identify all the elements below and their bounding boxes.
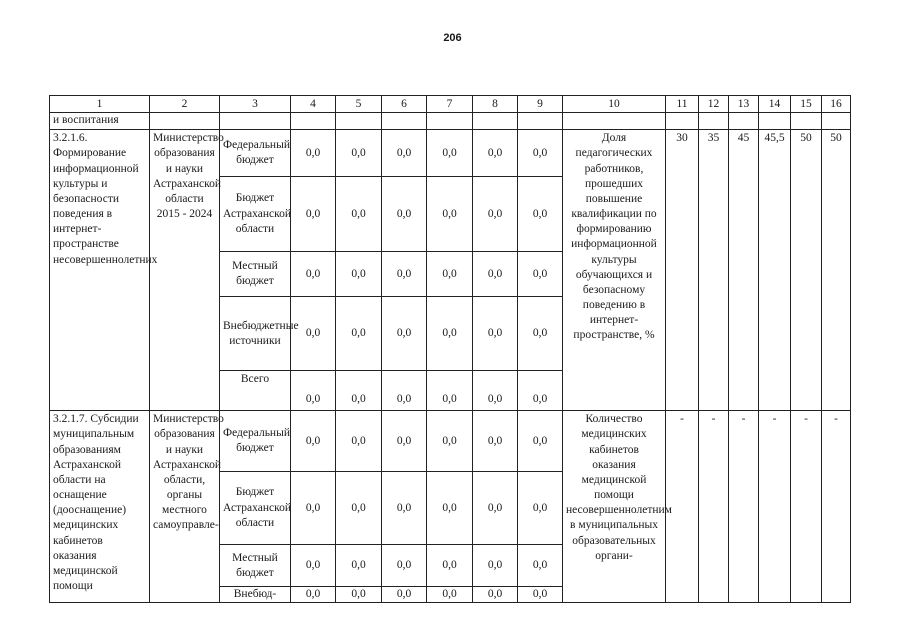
value-cell: 0,0	[427, 371, 473, 411]
indicator-cell: Количество медицинских кабинетов оказания медицинской помощи несовершеннолетним в муниципальных образовательных органи-	[563, 411, 666, 603]
funding-source: Внебюджетные источники	[220, 297, 291, 371]
target-cell: 45	[729, 130, 759, 411]
target-cell: 45,5	[759, 130, 791, 411]
value-cell: 0,0	[382, 545, 427, 587]
value-cell: 0,0	[336, 472, 382, 545]
funding-source: Внебюд-	[220, 587, 291, 603]
value-cell: 0,0	[336, 252, 382, 297]
value-cell: 0,0	[473, 297, 518, 371]
value-cell: 0,0	[382, 252, 427, 297]
value-cell: 0,0	[427, 587, 473, 603]
indicator-cell: Доля педагогических работников, прошедших повышение квалификации по формированию информационной культуры обучающихся и безопасному поведению в интернет-пространстве, %	[563, 130, 666, 411]
continuation-text: и воспитания	[50, 113, 150, 130]
target-cell: -	[729, 411, 759, 603]
value-cell: 0,0	[336, 587, 382, 603]
value-cell: 0,0	[518, 297, 563, 371]
value-cell: 0,0	[427, 130, 473, 177]
column-number-row	[50, 96, 851, 113]
value-cell: 0,0	[382, 472, 427, 545]
value-cell: 0,0	[427, 411, 473, 472]
value-cell: 0,0	[518, 411, 563, 472]
value-cell: 0,0	[291, 545, 336, 587]
value-cell: 0,0	[473, 472, 518, 545]
value-cell: 0,0	[291, 177, 336, 252]
target-cell: -	[791, 411, 822, 603]
value-cell: 0,0	[382, 177, 427, 252]
target-cell: -	[666, 411, 699, 603]
funding-source-total: Всего	[220, 371, 291, 411]
value-cell: 0,0	[291, 130, 336, 177]
value-cell: 0,0	[336, 297, 382, 371]
funding-source: Федеральный бюджет	[220, 130, 291, 177]
value-cell: 0,0	[382, 371, 427, 411]
header-cell: 1	[50, 96, 150, 113]
target-cell: 35	[699, 130, 729, 411]
header-cell: 11	[666, 96, 699, 113]
header-cell: 8	[473, 96, 518, 113]
value-cell: 0,0	[473, 252, 518, 297]
value-cell: 0,0	[518, 371, 563, 411]
value-cell: 0,0	[427, 297, 473, 371]
value-cell: 0,0	[291, 472, 336, 545]
continuation-row	[50, 113, 851, 130]
target-cell: 50	[791, 130, 822, 411]
header-cell: 3	[220, 96, 291, 113]
funding-source: Бюджет Астраханской области	[220, 177, 291, 252]
value-cell: 0,0	[427, 177, 473, 252]
value-cell: 0,0	[473, 130, 518, 177]
value-cell: 0,0	[518, 130, 563, 177]
value-cell: 0,0	[382, 130, 427, 177]
measure-cell: 3.2.1.6. Формирование информационной культуры и безопасности поведения в интернет-пространстве несовершеннолетних	[50, 130, 150, 411]
header-cell: 14	[759, 96, 791, 113]
value-cell: 0,0	[336, 371, 382, 411]
executor-cell: Министерство образования и науки Астраханской области, органы местного самоуправле-	[150, 411, 220, 603]
value-cell: 0,0	[518, 472, 563, 545]
funding-source: Местный бюджет	[220, 545, 291, 587]
value-cell: 0,0	[473, 177, 518, 252]
value-cell: 0,0	[382, 411, 427, 472]
funding-source: Местный бюджет	[220, 252, 291, 297]
target-cell: 50	[822, 130, 851, 411]
header-cell: 5	[336, 96, 382, 113]
value-cell: 0,0	[291, 252, 336, 297]
value-cell: 0,0	[518, 177, 563, 252]
value-cell: 0,0	[291, 411, 336, 472]
header-cell: 4	[291, 96, 336, 113]
header-cell: 16	[822, 96, 851, 113]
header-cell: 12	[699, 96, 729, 113]
value-cell: 0,0	[382, 297, 427, 371]
target-cell: -	[759, 411, 791, 603]
header-cell: 15	[791, 96, 822, 113]
measure-cell: 3.2.1.7. Субсидии муниципальным образованиям Астраханской области на оснащение (дооснащение) медицинских кабинетов оказания медицинской помощи	[50, 411, 150, 603]
value-cell: 0,0	[291, 371, 336, 411]
value-cell: 0,0	[427, 252, 473, 297]
page-number: 206	[443, 32, 462, 44]
value-cell: 0,0	[382, 587, 427, 603]
value-cell: 0,0	[518, 252, 563, 297]
value-cell: 0,0	[291, 587, 336, 603]
table-row	[50, 130, 851, 177]
funding-source: Федеральный бюджет	[220, 411, 291, 472]
value-cell: 0,0	[473, 545, 518, 587]
header-cell: 2	[150, 96, 220, 113]
value-cell: 0,0	[427, 545, 473, 587]
header-cell: 10	[563, 96, 666, 113]
value-cell: 0,0	[291, 297, 336, 371]
value-cell: 0,0	[427, 472, 473, 545]
value-cell: 0,0	[473, 587, 518, 603]
value-cell: 0,0	[336, 130, 382, 177]
value-cell: 0,0	[336, 545, 382, 587]
table-row	[50, 411, 851, 472]
program-table	[49, 95, 851, 603]
value-cell: 0,0	[473, 411, 518, 472]
target-cell: -	[699, 411, 729, 603]
header-cell: 7	[427, 96, 473, 113]
header-cell: 9	[518, 96, 563, 113]
value-cell: 0,0	[336, 411, 382, 472]
value-cell: 0,0	[518, 545, 563, 587]
value-cell: 0,0	[518, 587, 563, 603]
value-cell: 0,0	[336, 177, 382, 252]
header-cell: 6	[382, 96, 427, 113]
target-cell: -	[822, 411, 851, 603]
executor-cell: Министерство образования и науки Астраханской области 2015 - 2024	[150, 130, 220, 411]
value-cell: 0,0	[473, 371, 518, 411]
header-cell: 13	[729, 96, 759, 113]
target-cell: 30	[666, 130, 699, 411]
funding-source: Бюджет Астраханской области	[220, 472, 291, 545]
